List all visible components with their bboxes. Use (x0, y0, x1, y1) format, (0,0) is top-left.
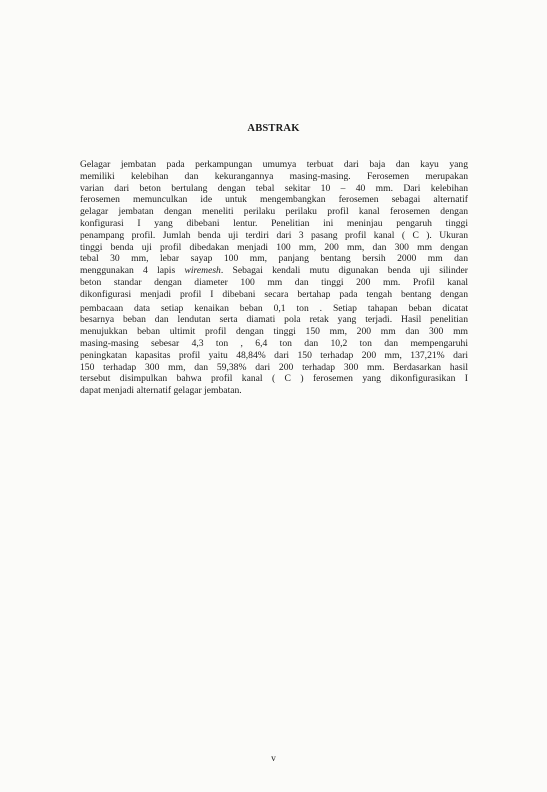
abstract-line: memiliki kelebihan dan kekurangannya masing-masing. Ferosemen merupakan (80, 170, 468, 182)
abstract-line: gelagar jembatan dengan meneliti perilaku perilaku profil kanal ferosemen dengan (80, 206, 468, 218)
abstract-line: peningkatan kapasitas profil yaitu 48,84% dari 150 terhadap 200 mm, 137,21% dari (80, 349, 468, 361)
abstract-line: tebal 30 mm, lebar sayap 100 mm, panjang bentang bersih 2000 mm dan (80, 253, 468, 265)
italic-term: wiremesh (184, 265, 221, 277)
abstract-line (80, 265, 468, 277)
abstract-title: ABSTRAK (247, 123, 300, 134)
abstract-line: dapat menjadi alternatif gelagar jembatan. (80, 385, 242, 397)
abstract-line: tersebut disimpulkan bahwa profil kanal ( C ) ferosemen yang dikonfigurasikan I (80, 373, 468, 385)
abstract-line: penampang profil. Jumlah benda uji terdiri dari 3 pasang profil kanal ( C ). Ukuran (80, 229, 468, 241)
page-number: v (271, 754, 276, 764)
abstract-line-start: menggunakan 4 lapis (80, 265, 185, 277)
abstract-line: 150 terhadap 300 mm, dan 59,38% dari 200 terhadap 300 mm. Berdasarkan hasil (80, 361, 468, 373)
abstract-line: beton standar dengan diameter 100 mm dan tinggi 200 mm. Profil kanal (80, 276, 468, 288)
abstract-line: konfigurasi I yang dibebani lentur. Penelitian ini meninjau pengaruh tinggi (80, 217, 468, 229)
abstract-body (80, 159, 468, 397)
abstract-line: menujukkan beban ultimit profil dengan tinggi 150 mm, 200 mm dan 300 mm (80, 326, 468, 338)
abstract-line: dikonfigurasi menjadi profil I dibebani secara bertahap pada tengah bentang dengan (80, 288, 468, 300)
abstract-line: masing-masing sebesar 4,3 ton , 6,4 ton dan 10,2 ton dan mempengaruhi (80, 337, 468, 349)
abstract-line: varian dari beton bertulang dengan tebal sekitar 10 – 40 mm. Dari kelebihan (80, 182, 468, 194)
abstract-line: ferosemen memunculkan ide untuk mengembangkan ferosemen sebagai alternatif (80, 194, 468, 206)
abstract-line: besarnya beban dan lendutan serta diamati pola retak yang terjadi. Hasil penelitian (80, 314, 468, 326)
abstract-line: Gelagar jembatan pada perkampungan umumya terbuat dari baja dan kayu yang (80, 159, 468, 170)
abstract-line-end: . Sebagai kendali mutu digunakan benda uji silinder (220, 265, 468, 277)
abstract-line: tinggi benda uji profil dibedakan menjadi 100 mm, 200 mm, dan 300 mm dengan (80, 241, 468, 253)
abstract-line: pembacaan data setiap kenaikan beban 0,1 ton . Setiap tahapan beban dicatat (80, 302, 468, 314)
